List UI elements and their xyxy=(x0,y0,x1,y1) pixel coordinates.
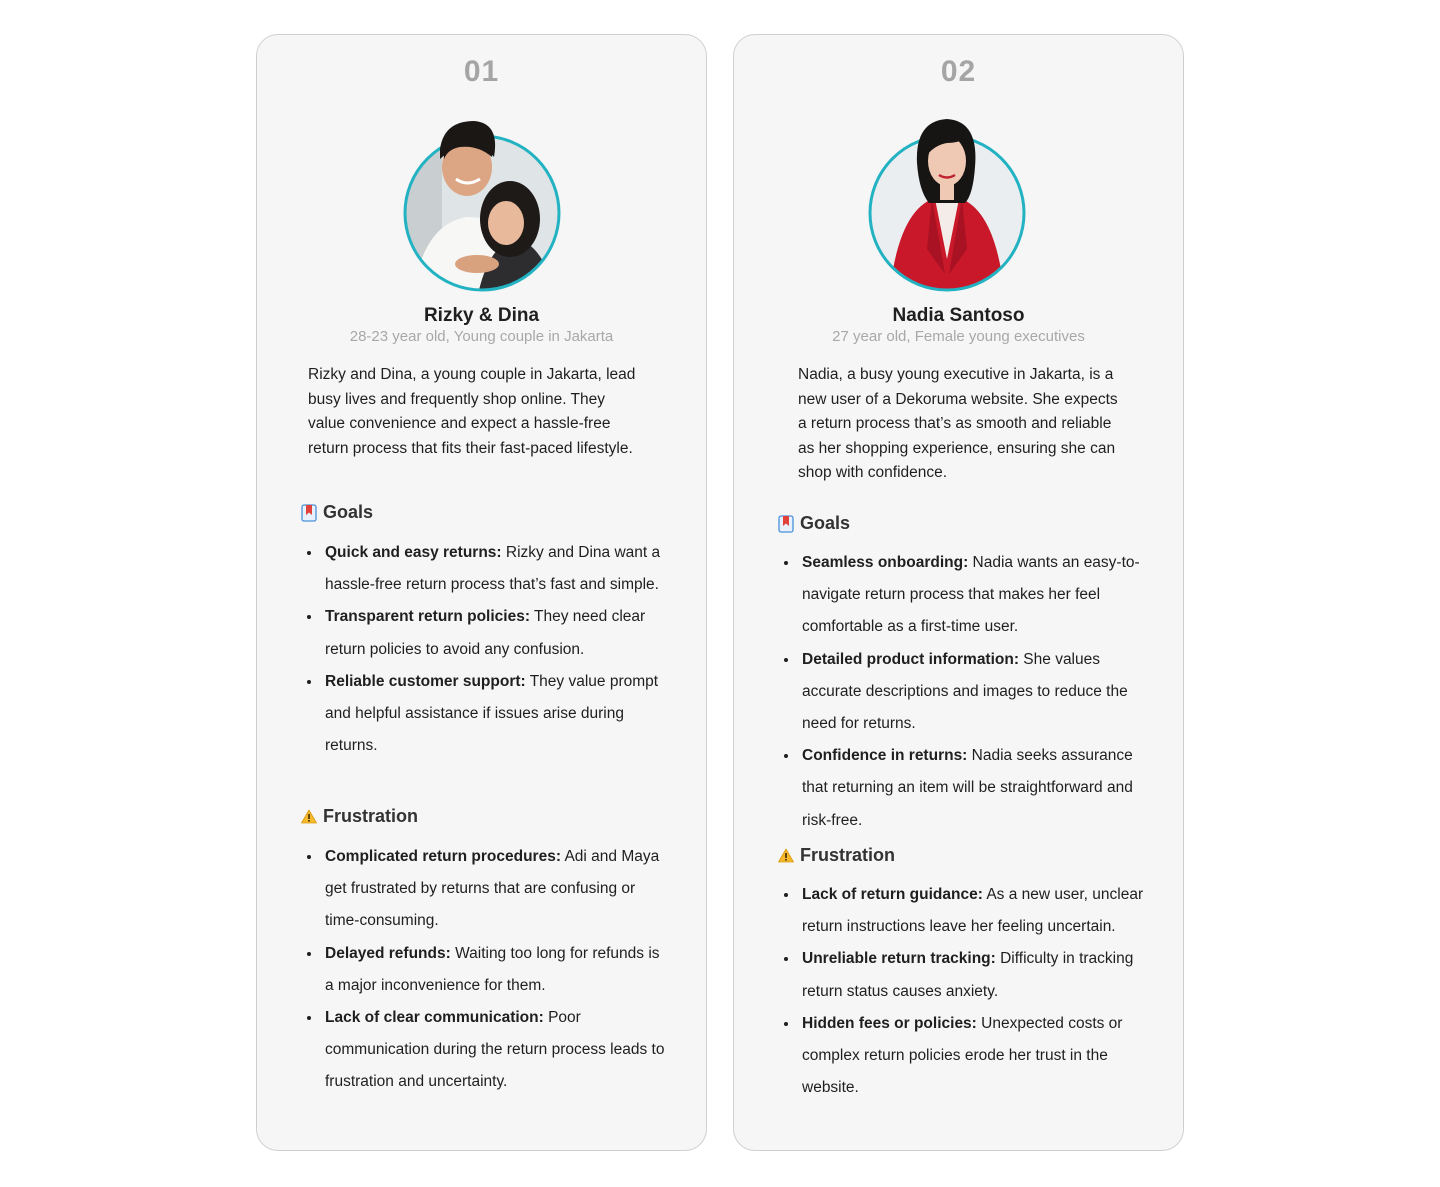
list-item: Lack of clear communication: Poor communication during the return process leads to frustration and uncertainty. xyxy=(301,1002,671,1099)
frustrations-list xyxy=(301,841,671,1099)
persona-subtitle: 28-23 year old, Young couple in Jakarta xyxy=(349,328,614,345)
goals-list xyxy=(778,547,1148,837)
persona-avatar xyxy=(382,99,582,299)
persona-subtitle: 27 year old, Female young executives xyxy=(832,328,1085,345)
bookmark-icon xyxy=(301,504,317,522)
persona-card-1 xyxy=(256,34,707,1151)
bookmark-icon xyxy=(778,515,794,533)
list-item: Quick and easy returns: Rizky and Dina want a hassle-free return process that’s fast and simple. xyxy=(301,537,671,601)
list-item: Reliable customer support: They value prompt and helpful assistance if issues arise during returns. xyxy=(301,666,671,763)
goals-heading xyxy=(778,513,850,534)
frustrations-list xyxy=(778,879,1148,1104)
frustration-title: Frustration xyxy=(800,845,896,865)
persona-card-2 xyxy=(733,34,1184,1151)
list-item: Confidence in returns: Nadia seeks assurance that returning an item will be straightforward and risk-free. xyxy=(778,740,1148,837)
frustration-heading xyxy=(301,806,418,827)
goals-title: Goals xyxy=(323,502,374,522)
persona-description: Rizky and Dina, a young couple in Jakarta, lead busy lives and frequently shop online. They value convenience and expect a hassle-free return process that fits their fast-paced lifestyle. xyxy=(308,366,636,457)
list-item: Delayed refunds: Waiting too long for refunds is a major inconvenience for them. xyxy=(301,938,671,1002)
list-item: Transparent return policies: They need clear return policies to avoid any confusion. xyxy=(301,601,671,665)
list-item: Complicated return procedures: Adi and Maya get frustrated by returns that are confusing or time-consuming. xyxy=(301,841,671,938)
persona-number: 02 xyxy=(940,55,977,88)
goals-title: Goals xyxy=(800,513,851,533)
list-item: Detailed product information: She values accurate descriptions and images to reduce the need for returns. xyxy=(778,644,1148,741)
persona-number: 01 xyxy=(463,55,500,88)
list-item: Seamless onboarding: Nadia wants an easy-to-navigate return process that makes her feel comfortable as a first-time user. xyxy=(778,547,1148,644)
persona-name: Rizky & Dina xyxy=(423,305,540,326)
persona-description: Nadia, a busy young executive in Jakarta, is a new user of a Dekoruma website. She expects a return process that’s as smooth and reliable as her shopping experience, ensuring she can shop with confidence. xyxy=(798,366,1118,481)
list-item: Hidden fees or policies: Unexpected costs or complex return policies erode her trust in the website. xyxy=(778,1008,1148,1105)
list-item: Lack of return guidance: As a new user, unclear return instructions leave her feeling uncertain. xyxy=(778,879,1148,943)
frustration-title: Frustration xyxy=(323,806,419,826)
list-item: Unreliable return tracking: Difficulty in tracking return status causes anxiety. xyxy=(778,943,1148,1007)
persona-name: Nadia Santoso xyxy=(892,305,1025,326)
warning-icon xyxy=(778,848,794,863)
persona-avatar xyxy=(847,99,1047,299)
warning-icon xyxy=(301,809,317,824)
frustration-heading xyxy=(778,845,895,866)
goals-list xyxy=(301,537,671,762)
goals-heading xyxy=(301,502,373,523)
